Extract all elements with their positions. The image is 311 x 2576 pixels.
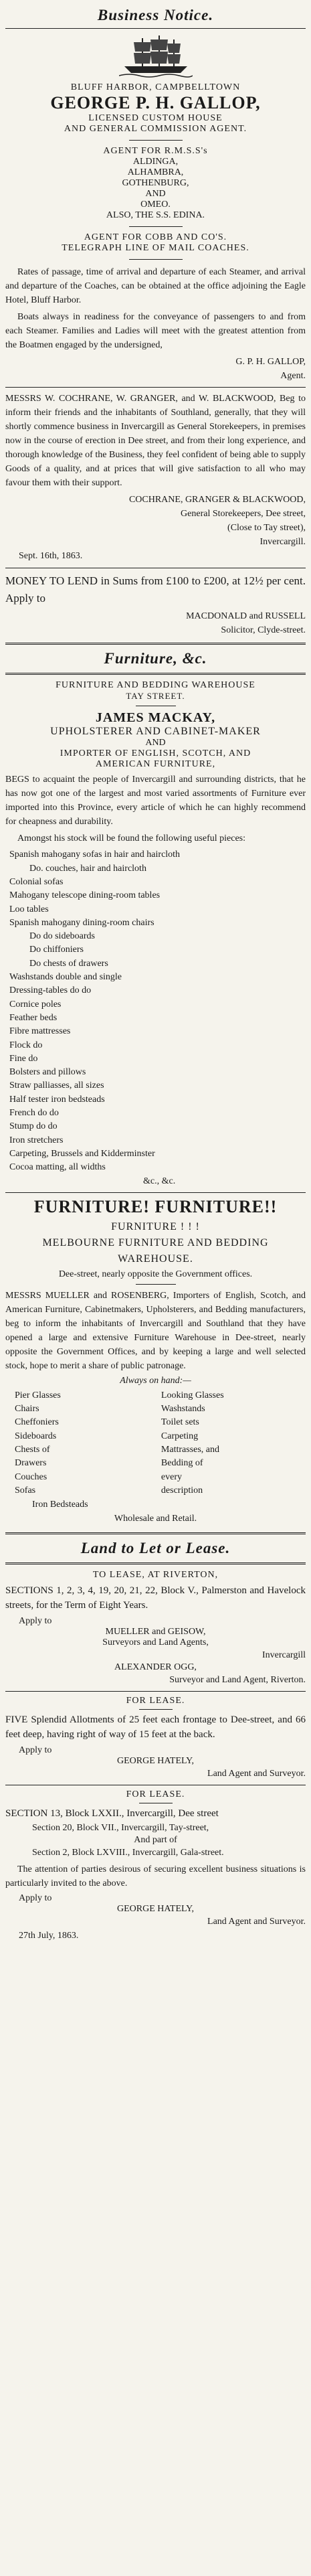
list-item: Toilet sets [161, 1417, 199, 1428]
list-item: Dressing-tables do do [9, 985, 92, 996]
lease-2-text-2: Section 20, Block VII., Invercargill, Tay-street, [32, 1823, 209, 1834]
business-notice-heading: Business Notice. [97, 7, 214, 23]
melbourne-headline: FURNITURE! FURNITURE!! [33, 1196, 278, 1216]
melbourne-stock-left [15, 1389, 150, 1498]
mackay-role-2: AND [145, 738, 166, 748]
melbourne-sub: FURNITURE ! ! ! [111, 1220, 200, 1232]
list-item: Fine do [9, 1053, 38, 1064]
list-item: Fibre mattresses [9, 1026, 71, 1037]
gallop-advertisement [5, 33, 306, 383]
land-heading: Land to Let or Lease. [80, 1539, 231, 1556]
mackay-role-1: UPHOLSTERER AND CABINET-MAKER [50, 726, 261, 738]
list-item: Cornice poles [9, 999, 62, 1010]
divider [5, 1192, 306, 1193]
list-item: Cocoa matting, all widths [9, 1162, 106, 1173]
double-divider [5, 673, 306, 675]
mackay-role-4: AMERICAN FURNITURE, [95, 759, 216, 770]
lease-2-title: FOR LEASE. [126, 1789, 185, 1799]
list-item: Iron stretchers [9, 1135, 64, 1145]
double-divider [5, 643, 306, 645]
money-signature-1: MACDONALD and RUSSELL [186, 611, 306, 622]
list-item: Carpeting, Brussels and Kidderminster [9, 1148, 155, 1159]
gallop-ship-3: GOTHENBURG, [122, 178, 189, 188]
lease-1-sig-1: GEORGE HATELY, [116, 1755, 194, 1766]
lease-2-text-1: SECTION 13, Block LXXII., Invercargill, Dee street [5, 1807, 219, 1819]
gallop-signature: G. P. H. GALLOP, [235, 357, 306, 367]
gallop-location: BLUFF HARBOR, CAMPBELLTOWN [70, 82, 241, 92]
melbourne-name-2: WAREHOUSE. [118, 1253, 193, 1265]
lease-2-para: The attention of parties desirous of securing excellent business situations is particularly invited to the above. [5, 1864, 306, 1889]
list-item: Pier Glasses [15, 1390, 61, 1400]
list-item: Spanish mahogany dining-room chairs [9, 917, 154, 928]
lease-2-sig-2: Land Agent and Surveyor. [207, 1917, 306, 1927]
list-item: Stump do do [9, 1121, 58, 1132]
list-item: Chests of Drawers [15, 1445, 50, 1469]
gallop-role-1: LICENSED CUSTOM HOUSE [88, 113, 223, 123]
lease-1-title: FOR LEASE. [126, 1695, 185, 1706]
lease-2-date: 27th July, 1863. [19, 1931, 79, 1941]
list-item: Bolsters and pillows [9, 1067, 86, 1078]
gallop-para-2: Boats always in readiness for the conveyance of passengers to and from each Steamer. Families and Ladies will meet with the greatest attention from the Boatmen engaged by the undersigned, [5, 312, 306, 350]
list-item: Cheffoniers [15, 1417, 59, 1428]
list-item: Looking Glasses [161, 1390, 224, 1400]
riverton-text: SECTIONS 1, 2, 3, 4, 19, 20, 21, 22, Block V., Palmerston and Havelock streets, for the Term of Eight Years. [5, 1585, 306, 1611]
melbourne-location: Dee-street, nearly opposite the Government offices. [58, 1269, 253, 1279]
gallop-ship-1: ALDINGA, [132, 157, 179, 167]
lease-2-advertisement [5, 1789, 306, 1944]
list-item: Half tester iron bedsteads [9, 1094, 105, 1105]
ship-icon [119, 33, 193, 80]
gallop-also: ALSO, THE S.S. EDINA. [106, 210, 205, 220]
list-item: Do. couches, hair and haircloth [29, 863, 146, 874]
riverton-or: ALEXANDER OGG, [114, 1662, 197, 1672]
melbourne-stock-columns [5, 1389, 306, 1498]
cochrane-signature-4: Invercargill. [260, 537, 306, 547]
list-item: Sofas [15, 1485, 36, 1496]
melbourne-stock-right [161, 1389, 296, 1498]
double-divider [5, 1532, 306, 1534]
gallop-para-1: Rates of passage, time of arrival and departure of each Steamer, and arrival and departure of the Coaches, can be obtained at the office adjoining the Eagle Hotel, Bluff Harbor. [5, 267, 306, 305]
cochrane-signature-3: (Close to Tay street), [227, 523, 306, 533]
cochrane-advertisement [5, 392, 306, 564]
riverton-sig-2: Surveyors and Land Agents, [102, 1637, 209, 1647]
mackay-role-3: IMPORTER OF ENGLISH, SCOTCH, AND [60, 748, 251, 759]
gallop-cobb-2: TELEGRAPH LINE OF MAIL COACHES. [62, 243, 249, 253]
furniture-heading: Furniture, &c. [104, 650, 207, 667]
list-item: Mattrasses, and [161, 1445, 220, 1455]
lease-2-text-3: And part of [134, 1835, 177, 1846]
list-item: Do do sideboards [29, 931, 95, 942]
mackay-top: FURNITURE AND BEDDING WAREHOUSE [56, 680, 255, 691]
list-item: Bedding of every [161, 1458, 203, 1482]
riverton-title: TO LEASE, AT RIVERTON, [92, 1569, 219, 1580]
money-advertisement [5, 572, 306, 637]
melbourne-name-1: MELBOURNE FURNITURE AND BEDDING [42, 1236, 269, 1249]
mackay-name: JAMES MACKAY, [95, 710, 216, 726]
lease-2-apply: Apply to [19, 1893, 52, 1904]
list-item: Flock do [9, 1040, 43, 1050]
riverton-sig-4: Surveyor and Land Agent, Riverton. [169, 1674, 306, 1685]
lease-1-sig-2: Land Agent and Surveyor. [207, 1768, 306, 1779]
list-item: Chairs [15, 1404, 39, 1415]
list-item: Do chiffoniers [29, 945, 84, 955]
mackay-para: BEGS to acquaint the people of Invercargill and surrounding districts, that he has now got one of the largest and most varied assortments of Furniture ever imported into this Province, every article of which he can highly recommend for cheapness and durability. [5, 775, 306, 827]
cochrane-text: MESSRS W. COCHRANE, W. GRANGER, and W. BLACKWOOD, Beg to inform their friends and the inhabitants of Southland, generally, that they will shortly commence business in Invercargill as General Storekeepers, in premises now in the course of erection in Dee street, and from their long experience, and thorough knowledge of the Business, they feel confident of being able to supply Goods of a quality, and at prices that will give satisfaction to all who may favour them with their support. [5, 394, 306, 488]
list-item: Couches [15, 1471, 47, 1482]
gallop-role-2: AND GENERAL COMMISSION AGENT. [64, 124, 247, 134]
riverton-apply: Apply to [19, 1615, 52, 1626]
divider [5, 28, 306, 29]
divider [5, 1691, 306, 1692]
melbourne-wholesale: Wholesale and Retail. [114, 1514, 197, 1524]
money-signature-2: Solicitor, Clyde-street. [221, 625, 306, 636]
short-divider [129, 226, 183, 227]
list-item: Loo tables [9, 904, 49, 914]
cochrane-signature-1: COCHRANE, GRANGER & BLACKWOOD, [128, 495, 306, 505]
riverton-sig-1: MUELLER and GEISOW, [105, 1626, 206, 1637]
gallop-cobb-1: AGENT FOR COBB AND CO'S. [84, 232, 227, 242]
list-item: Sideboards [15, 1431, 57, 1441]
list-item: Mahogany telescope dining-room tables [9, 890, 161, 901]
list-item: Colonial sofas [9, 876, 64, 887]
riverton-sig-3: Invercargill [262, 1649, 306, 1660]
gallop-signature-title: Agent. [280, 371, 306, 381]
melbourne-iron: Iron Bedsteads [32, 1500, 88, 1510]
lease-2-text-4: Section 2, Block LXVIII., Invercargill, Gala-street. [32, 1848, 224, 1858]
mackay-para-2: Amongst his stock will be found the following useful pieces: [17, 833, 246, 844]
gallop-ship-2: ALHAMBRA, [127, 167, 184, 177]
melbourne-always: Always on hand:— [120, 1375, 191, 1386]
list-item: Do chests of drawers [29, 958, 108, 969]
divider [5, 387, 306, 388]
list-item: Feather beds [9, 1012, 58, 1023]
mackay-items [5, 848, 306, 1188]
short-divider [129, 140, 183, 141]
list-item: Washstands [161, 1404, 205, 1415]
lease-2-sig-1: GEORGE HATELY, [116, 1904, 194, 1915]
mackay-street: TAY STREET. [126, 691, 185, 702]
gallop-ship-5: OMEO. [140, 199, 171, 210]
list-item: French do do [9, 1108, 59, 1119]
money-text: MONEY TO LEND in Sums from £100 to £200, at 12½ per cent. Apply to [5, 574, 306, 605]
lease-1-text: FIVE Splendid Allotments of 25 feet each frontage to Dee-street, and 66 feet deep, having right of way of 15 feet at the back. [5, 1714, 306, 1741]
list-item: Washstands double and single [9, 972, 122, 983]
cochrane-date: Sept. 16th, 1863. [19, 551, 83, 561]
list-item: &c., &c. [143, 1176, 176, 1186]
short-divider [139, 1709, 173, 1710]
lease-1-apply: Apply to [19, 1745, 52, 1755]
gallop-name: GEORGE P. H. GALLOP, [50, 93, 261, 112]
list-item: Straw palliasses, all sizes [9, 1080, 104, 1091]
list-item: Spanish mahogany sofas in hair and haircloth [9, 850, 181, 860]
gallop-agent-for: AGENT FOR R.M.S.S's [103, 146, 208, 156]
short-divider [129, 259, 183, 260]
gallop-ship-4: AND [145, 189, 166, 199]
mackay-advertisement [5, 680, 306, 1188]
melbourne-advertisement [5, 1197, 306, 1527]
list-item: description [161, 1485, 203, 1496]
list-item: Carpeting [161, 1431, 199, 1441]
cochrane-signature-2: General Storekeepers, Dee street, [181, 509, 306, 519]
lease-1-advertisement [5, 1696, 306, 1781]
double-divider [5, 1562, 306, 1564]
short-divider [136, 1284, 176, 1285]
riverton-advertisement [5, 1570, 306, 1687]
melbourne-para: MESSRS MUELLER and ROSENBERG, Importers of English, Scotch, and American Furniture, Cabinetmakers, Upholsterers, and Bedding manufacturers, beg to inform the inhabitants of Invercargill and Southland that they have opened a large and extensive Furniture Warehouse in Dee-street, nearly opposite the Government Offices, and by keeping a large and well selected stock, hope to merit a share of public patronage. [5, 1290, 306, 1371]
